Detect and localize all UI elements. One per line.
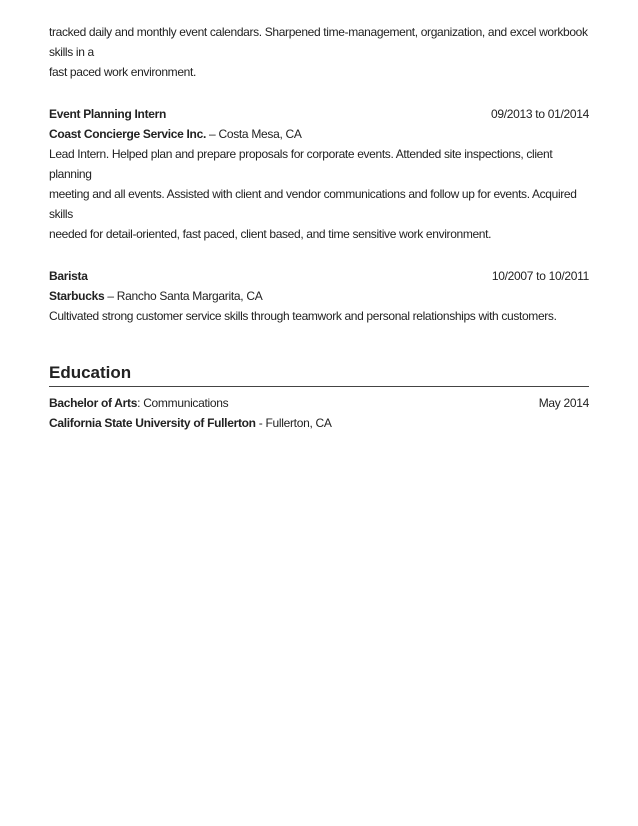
company-location: Costa Mesa, CA — [218, 127, 302, 141]
education-date: May 2014 — [538, 396, 589, 410]
company-separator: – — [206, 127, 219, 141]
school-separator: - — [255, 416, 266, 430]
school-name: California State University of Fullerton — [49, 416, 256, 430]
education-header — [49, 393, 589, 413]
job-description-line: needed for detail-oriented, fast paced, client based, and time sensitive work environment. — [49, 227, 492, 241]
intro-line: tracked daily and monthly event calendars. Sharpened time-management, organization, and excel workbook skills in a — [49, 25, 588, 59]
company-name: Coast Concierge Service Inc. — [49, 127, 206, 141]
company-line — [49, 286, 589, 306]
intro-paragraph — [49, 22, 589, 82]
job-header — [49, 266, 589, 286]
education-heading: Education — [49, 362, 589, 387]
job-description — [49, 144, 589, 244]
job-entry-barista — [49, 266, 589, 326]
company-line — [49, 124, 589, 144]
job-description-line: meeting and all events. Assisted with client and vendor communications and follow up for events. Acquired skills — [49, 187, 577, 221]
degree-separator: : — [137, 396, 144, 410]
job-header — [49, 104, 589, 124]
school-line — [49, 413, 589, 433]
company-name: Starbucks — [49, 289, 105, 303]
intro-line: fast paced work environment. — [49, 65, 196, 79]
degree-name: Bachelor of Arts — [49, 396, 138, 410]
school-location: Fullerton, CA — [265, 416, 332, 430]
job-dates: 10/2007 to 10/2011 — [491, 269, 589, 283]
job-description-line: Cultivated strong customer service skills through teamwork and personal relationships with customers. — [49, 309, 557, 323]
education-entry — [49, 393, 589, 433]
job-title: Event Planning Intern — [49, 107, 167, 121]
job-title: Barista — [49, 269, 88, 283]
job-dates: 09/2013 to 01/2014 — [490, 107, 589, 121]
company-separator: – — [104, 289, 117, 303]
degree-field: Communications — [143, 396, 229, 410]
job-entry-event-planning-intern — [49, 104, 589, 244]
job-description — [49, 306, 589, 326]
job-description-line: Lead Intern. Helped plan and prepare proposals for corporate events. Attended site inspections, client planning — [49, 147, 553, 181]
company-location: Rancho Santa Margarita, CA — [116, 289, 263, 303]
degree-line — [49, 393, 228, 413]
resume-page — [49, 22, 589, 433]
